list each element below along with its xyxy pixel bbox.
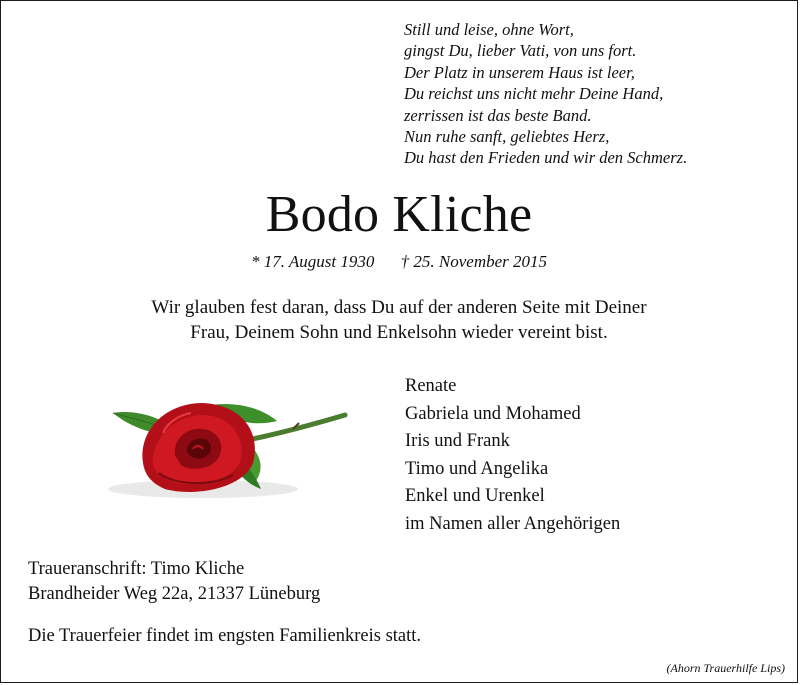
mourning-address: [28, 557, 320, 607]
belief-line: Frau, Deinem Sohn und Enkelsohn wieder vereint bist.: [190, 322, 608, 343]
family-member: Iris und Frank: [405, 431, 510, 451]
poem: [404, 19, 687, 169]
family-list: [405, 373, 620, 538]
poem-line: Still und leise, ohne Wort,: [404, 20, 574, 39]
family-member: Timo und Angelika: [405, 458, 549, 479]
belief-line: Wir glauben fest daran, dass Du auf der anderen Seite mit Deiner: [151, 297, 647, 318]
family-member: im Namen aller Angehörigen: [405, 513, 621, 534]
life-dates: [1, 252, 797, 272]
ceremony-note: Die Trauerfeier findet im engsten Familienkreis statt.: [28, 626, 422, 646]
red-rose-image: [93, 393, 358, 503]
birth-date: * 17. August 1930: [250, 252, 375, 271]
family-member: Gabriela und Mohamed: [405, 403, 581, 424]
poem-line: zerrissen ist das beste Band.: [404, 105, 592, 125]
belief-text: [1, 295, 797, 345]
address-line: Brandheider Weg 22a, 21337 Lüneburg: [28, 584, 321, 604]
poem-line: gingst Du, lieber Vati, von uns fort.: [404, 41, 637, 61]
deceased-name: Bodo Kliche: [265, 186, 533, 243]
family-member: Enkel und Urenkel: [405, 486, 545, 506]
poem-line: Der Platz in unserem Haus ist leer,: [404, 62, 635, 82]
poem-line: Du reichst uns nicht mehr Deine Hand,: [404, 84, 664, 104]
poem-line: Nun ruhe sanft, geliebtes Herz,: [404, 127, 610, 147]
death-date: † 25. November 2015: [400, 252, 548, 271]
credit-note: (Ahorn Trauerhilfe Lips): [666, 661, 785, 675]
family-member: Renate: [405, 376, 457, 396]
poem-line: Du hast den Frieden und wir den Schmerz.: [404, 148, 688, 168]
address-line: Traueranschrift: Timo Kliche: [28, 559, 245, 579]
